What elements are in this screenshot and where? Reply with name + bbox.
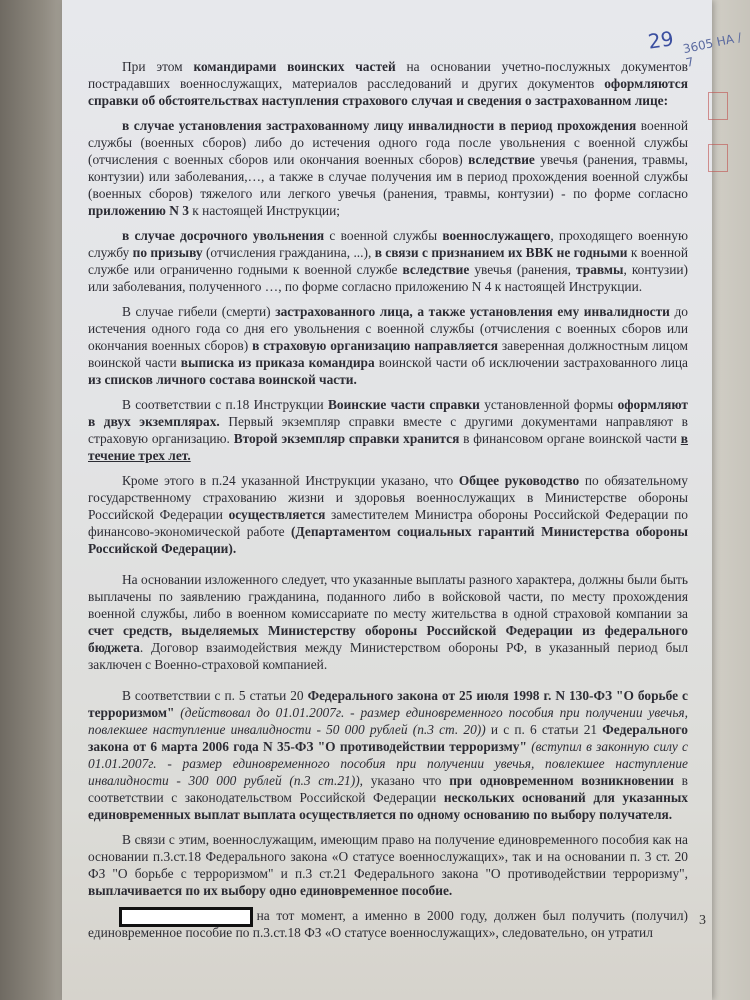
text-run: (отчисления гражданина, ...), xyxy=(202,245,375,260)
handwritten-folio-number: 29 xyxy=(646,26,675,54)
document-body xyxy=(88,58,688,949)
text-run: до истечения одного года со дня его увольнения с военной службы (отчисления с военных сборов или окончания военных сборов) xyxy=(88,304,689,353)
text-run: увечья (ранения, xyxy=(469,262,576,277)
bold-text: Воинские части справки xyxy=(327,397,480,412)
background-left xyxy=(0,0,70,1000)
bold-text: оформляют в двух экземплярах. xyxy=(88,397,688,429)
bold-text: травмы xyxy=(576,262,624,277)
paragraph xyxy=(88,687,688,823)
italic-text: (вступил в законную силу с 01.01.2007г. - размер единовременного пособия при получении увечья, повлекшее наступление инвалидности - 300 000 рублей (п.3 ст.21)) xyxy=(88,739,688,788)
bold-text: военнослужащего xyxy=(442,228,551,243)
text-run: При этом xyxy=(122,59,194,74)
text-run: заместителем Министра обороны Российской Федерации по финансово-экономической работе xyxy=(88,507,688,539)
italic-text: (действовал до 01.01.2007г. - размер единовременного пособия при получении увечья, повлекшее наступление инвалидности - 50 000 рублей (п.3 ст. 20)) xyxy=(88,705,688,737)
bold-text: счет средств, выделяемых Министерству обороны Российской Федерации из федерального бюджета xyxy=(88,623,688,655)
bold-text: оформляются справки об обстоятельствах наступления страхового случая и сведения о застрахованном лице: xyxy=(88,76,688,108)
paragraph xyxy=(88,831,688,899)
bold-text: по призыву xyxy=(132,245,203,260)
text-run: в соответствии с законодательством Российской Федерации xyxy=(88,773,689,805)
text-run: увечья (ранения, травмы, контузии) или заболевания,…, а также в случае получения им в период прохождения военной службы (военных сборов) тяжелого или легкого увечья (ранения, травмы, контузии) - по форме согласно xyxy=(88,152,688,201)
red-stamp-mark-bottom xyxy=(708,144,728,172)
bold-text: выплачивается по их выбору одно единовременное пособие. xyxy=(88,883,453,898)
bold-text: при одновременном возникновении xyxy=(449,773,675,788)
text-run: по обязательному государственному страхованию жизни и здоровья военнослужащих в Министерстве обороны Российской Федерации xyxy=(88,473,688,522)
bold-text: в случае установления застрахованному лицу инвалидности в период прохождения xyxy=(122,118,637,133)
bold-text: приложению N 3 xyxy=(88,203,189,218)
paragraph xyxy=(88,227,688,295)
paragraph xyxy=(88,396,688,464)
text-run: , указано что xyxy=(359,773,450,788)
text-run: В связи с этим, военнослужащим, имеющим право на получение единовременного пособия как на основании п.3.ст.18 Федерального закона «О статусе военнослужащих», так и на основании п. 3 ст. 20 ФЗ "О борьбе с терроризмом" и п.3 ст.21 Федерального закона "О противодействии терроризму", xyxy=(88,832,688,881)
bold-text: из списков личного состава воинской части. xyxy=(88,372,357,387)
handwritten-margin-note: 3605 НА / 7 xyxy=(681,30,743,70)
bold-text: выписка из приказа командира xyxy=(180,355,375,370)
bold-text: Второй экземпляр справки хранится xyxy=(233,431,460,446)
bold-text: вследствие xyxy=(468,152,535,167)
bold-text: застрахованного лица, а также установления ему инвалидности xyxy=(275,304,670,319)
text-run: заверенная должностным лицом воинской части xyxy=(88,338,688,370)
paragraph xyxy=(88,58,688,109)
bold-text: осуществляется xyxy=(228,507,326,522)
text-run: на основании учетно-послужных документов пострадавших военнослужащих, материалов расследований и других документов xyxy=(88,59,688,91)
text-run: на тот момент, а именно в 2000 году, должен был получить (получил) единовременное пособие по п.3.ст.18 ФЗ «О статусе военнослужащих», следовательно, он утратил xyxy=(88,908,688,940)
paragraph xyxy=(88,472,688,557)
text-run: воинской части об исключении застрахованного лица xyxy=(374,355,689,370)
paragraph xyxy=(88,571,688,673)
bold-text: в случае досрочного увольнения xyxy=(122,228,325,243)
text-run: На основании изложенного следует, что указанные выплаты разного характера, должны были быть выплачены по заявлению гражданина, поданного либо в войсковой части, по месту прохождения военной службы, либо в военном комиссариате по месту жительства в одной страховой компании за xyxy=(88,572,688,621)
bold-text: (Департаментом социальных гарантий Министерства обороны Российской Федерации). xyxy=(88,524,688,556)
text-run: В соответствии с п.18 Инструкции xyxy=(122,397,328,412)
redacted-name xyxy=(122,910,250,924)
text-run: военной службы (военных сборов) либо до истечения одного года после увольнения с военной службы (отчисления с военных сборов или окончания военных сборов) xyxy=(88,118,688,167)
text-run: к настоящей Инструкции; xyxy=(188,203,340,218)
text-run: и с п. 6 статьи 21 xyxy=(485,722,603,737)
bold-text: в страховую организацию направляется xyxy=(252,338,498,353)
paragraph xyxy=(88,907,688,941)
bold-text: командирами воинских частей xyxy=(193,59,396,74)
text-run: Первый экземпляр справки вместе с другими документами направляют в страховую организацию. xyxy=(88,414,688,446)
text-run: , проходящего военную службу xyxy=(88,228,689,260)
bold-text: в связи с признанием их ВВК не годными xyxy=(374,245,628,260)
text-run: в финансовом органе воинской части xyxy=(459,431,681,446)
paragraph xyxy=(88,303,688,388)
text-run: с военной службы xyxy=(324,228,443,243)
text-run: установленной формы xyxy=(479,397,618,412)
text-run: В соответствии с п. 5 статьи 20 xyxy=(122,688,308,703)
red-stamp-mark-top xyxy=(708,92,728,120)
page-number: 3 xyxy=(699,913,706,928)
bold-text: вследствие xyxy=(402,262,470,277)
bold-text: Федерального закона от 25 июля 1998 г. N 130-ФЗ "О борьбе с терроризмом" xyxy=(88,688,688,720)
bold-text: в течение трех лет. xyxy=(88,431,689,463)
bold-text: Федерального закона от 6 марта 2006 года N 35-ФЗ "О противодействии терроризму" xyxy=(88,722,688,754)
paragraph xyxy=(88,117,688,219)
text-run: к военной службе или ограниченно годными к военной службе xyxy=(88,245,688,277)
bold-text: Общее руководство xyxy=(458,473,580,488)
text-run: . Договор взаимодействия между Министерством обороны РФ, в указанный период был заключен с Военно-страховой компанией. xyxy=(88,640,688,672)
text-run: Кроме этого в п.24 указанной Инструкции указано, что xyxy=(122,473,459,488)
text-run: , контузии) или заболевания, полученного …, по форме согласно приложению N 4 к настоящей Инструкции. xyxy=(88,262,688,294)
bold-text: нескольких оснований для указанных единовременных выплат выплата осуществляется по одному основанию по выбору получателя. xyxy=(88,790,688,822)
text-run: В случае гибели (смерти) xyxy=(122,304,276,319)
